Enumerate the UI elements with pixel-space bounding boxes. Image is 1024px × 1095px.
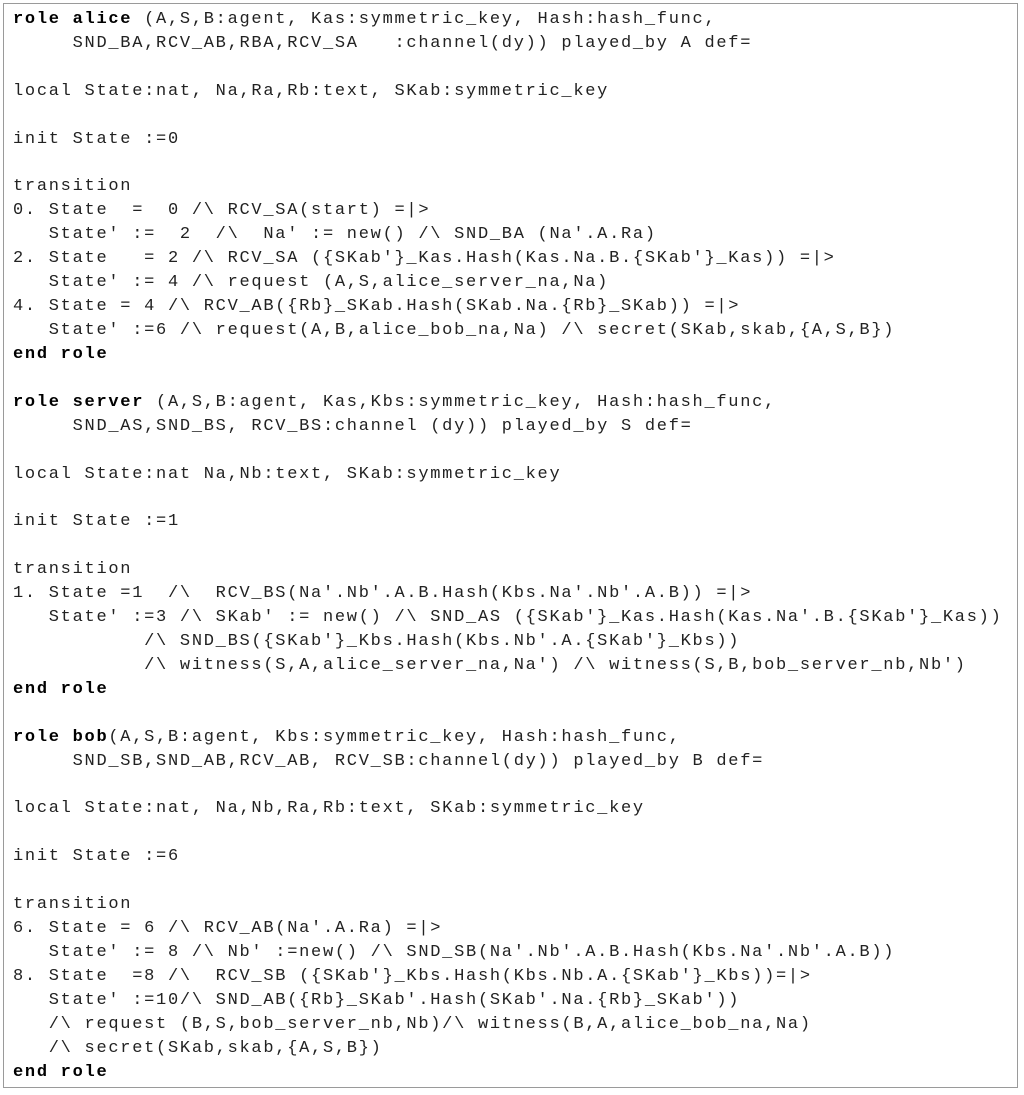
code-text: SND_SB,SND_AB,RCV_AB, RCV_SB:channel(dy)) played_by B def=	[13, 751, 765, 771]
code-text: local State:nat, Na,Ra,Rb:text, SKab:symmetric_key	[13, 81, 610, 101]
code-line	[13, 271, 1003, 295]
keyword: role alice	[13, 10, 133, 29]
code-line	[13, 774, 1003, 798]
code-text: State' :=10/\ SND_AB({Rb}_SKab'.Hash(SKab'.Na.{Rb}_SKab'))	[13, 990, 741, 1010]
code-text: SND_BA,RCV_AB,RBA,RCV_SA :channel(dy)) played_by A def=	[13, 33, 753, 53]
code-text: State' :=3 /\ SKab' := new() /\ SND_AS ({SKab'}_Kas.Hash(Kas.Na'.B.{SKab'}_Kas))	[13, 608, 1003, 628]
code-line	[13, 917, 1003, 941]
code-line	[13, 319, 1003, 343]
code-line	[13, 175, 1003, 199]
keyword: end role	[13, 1062, 109, 1082]
code-line	[13, 869, 1003, 893]
code-text: transition	[13, 177, 133, 197]
code-line	[13, 223, 1003, 247]
code-line	[13, 989, 1003, 1013]
code-text: /\ witness(S,A,alice_server_na,Na') /\ witness(S,B,bob_server_nb,Nb')	[13, 655, 967, 675]
code-text: init State :=6	[13, 847, 180, 867]
code-text: (A,S,B:agent, Kas:symmetric_key, Hash:hash_func,	[132, 10, 717, 29]
keyword: role bob	[13, 727, 109, 747]
code-text: transition	[13, 560, 133, 580]
code-line	[13, 845, 1003, 869]
role-server-block	[13, 391, 1003, 726]
code-line	[13, 463, 1003, 487]
code-line	[13, 367, 1003, 391]
code-line	[13, 606, 1003, 630]
code-line	[13, 1037, 1003, 1061]
code-text: init State :=0	[13, 129, 180, 149]
code-line	[13, 391, 1003, 415]
code-text: SND_AS,SND_BS, RCV_BS:channel (dy)) played_by S def=	[13, 416, 693, 436]
code-text: /\ SND_BS({SKab'}_Kbs.Hash(Kbs.Nb'.A.{SKab'}_Kbs))	[13, 631, 741, 651]
code-line	[13, 654, 1003, 678]
code-line	[13, 1013, 1003, 1037]
code-line	[13, 128, 1003, 152]
code-text: State' := 4 /\ request (A,S,alice_server_na,Na)	[13, 273, 610, 293]
keyword: end role	[13, 344, 109, 364]
code-line	[13, 343, 1003, 367]
code-text: /\ request (B,S,bob_server_nb,Nb)/\ witness(B,A,alice_bob_na,Na)	[13, 1014, 812, 1034]
code-line	[13, 247, 1003, 271]
code-line	[13, 415, 1003, 439]
code-line	[13, 199, 1003, 223]
code-line	[13, 965, 1003, 989]
role-alice-block	[13, 8, 1003, 391]
code-text: local State:nat, Na,Nb,Ra,Rb:text, SKab:symmetric_key	[13, 799, 645, 819]
code-line	[13, 56, 1003, 80]
code-line	[13, 750, 1003, 774]
code-line	[13, 32, 1003, 56]
code-text: 4. State = 4 /\ RCV_AB({Rb}_SKab.Hash(SKab.Na.{Rb}_SKab)) =|>	[13, 297, 741, 317]
hlpsl-code-listing	[13, 8, 1003, 1084]
code-line	[13, 893, 1003, 917]
code-text: 0. State = 0 /\ RCV_SA(start) =|>	[13, 201, 431, 221]
code-line	[13, 726, 1003, 750]
code-text: 6. State = 6 /\ RCV_AB(Na'.A.Ra) =|>	[13, 919, 443, 939]
code-line	[13, 558, 1003, 582]
code-line	[13, 486, 1003, 510]
code-text: (A,S,B:agent, Kas,Kbs:symmetric_key, Hash:hash_func,	[144, 392, 776, 412]
code-line	[13, 295, 1003, 319]
code-text: (A,S,B:agent, Kbs:symmetric_key, Hash:hash_func,	[108, 727, 681, 747]
code-line	[13, 152, 1003, 176]
code-text: 8. State =8 /\ RCV_SB ({SKab'}_Kbs.Hash(Kbs.Nb.A.{SKab'}_Kbs))=|>	[13, 966, 812, 986]
code-text: State' := 8 /\ Nb' :=new() /\ SND_SB(Na'.Nb'.A.B.Hash(Kbs.Na'.Nb'.A.B))	[13, 942, 896, 962]
code-line	[13, 534, 1003, 558]
role-bob-block	[13, 726, 1003, 1085]
code-text: 1. State =1 /\ RCV_BS(Na'.Nb'.A.B.Hash(Kbs.Na'.Nb'.A.B)) =|>	[13, 584, 753, 604]
code-text: State' :=6 /\ request(A,B,alice_bob_na,Na) /\ secret(SKab,skab,{A,S,B})	[13, 320, 896, 340]
code-text: transition	[13, 895, 133, 915]
code-line	[13, 582, 1003, 606]
code-line	[13, 510, 1003, 534]
code-text: local State:nat Na,Nb:text, SKab:symmetric_key	[13, 464, 562, 484]
code-line	[13, 702, 1003, 726]
code-line	[13, 797, 1003, 821]
code-line	[13, 630, 1003, 654]
code-line	[13, 439, 1003, 463]
keyword: end role	[13, 679, 109, 699]
code-line	[13, 678, 1003, 702]
code-line	[13, 8, 1003, 32]
code-line	[13, 1061, 1003, 1085]
code-line	[13, 104, 1003, 128]
code-text: State' := 2 /\ Na' := new() /\ SND_BA (Na'.A.Ra)	[13, 225, 657, 245]
code-text: 2. State = 2 /\ RCV_SA ({SKab'}_Kas.Hash(Kas.Na.B.{SKab'}_Kas)) =|>	[13, 249, 836, 269]
code-text: init State :=1	[13, 512, 180, 532]
code-line	[13, 941, 1003, 965]
keyword: role server	[13, 392, 145, 412]
code-line	[13, 821, 1003, 845]
code-line	[13, 80, 1003, 104]
code-text: /\ secret(SKab,skab,{A,S,B})	[13, 1038, 383, 1058]
